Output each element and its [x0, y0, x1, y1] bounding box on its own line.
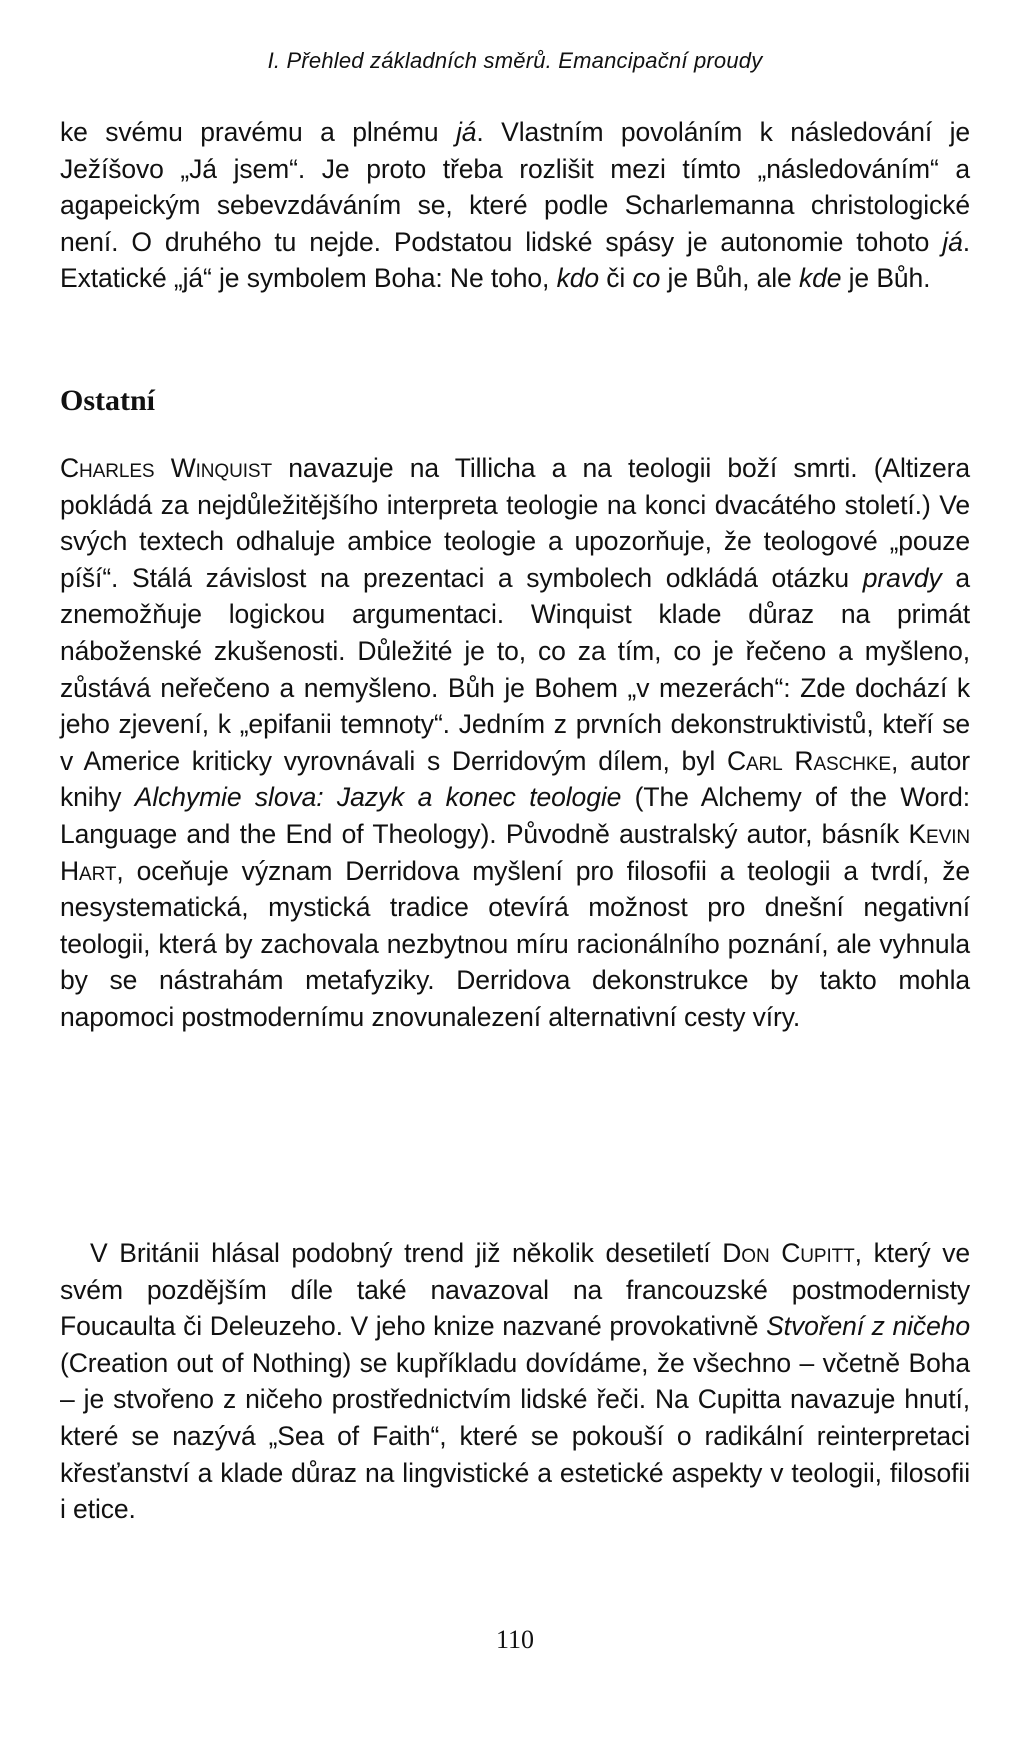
- text-run: je Bůh.: [841, 263, 931, 294]
- page-number: 110: [495, 1625, 535, 1654]
- book-title: Alchymie slova: Jazyk a konec teologie: [134, 782, 622, 813]
- emphasis: já: [455, 117, 477, 147]
- text-run: . Extatické „já“ je symbolem Boha: Ne toho,: [60, 226, 970, 294]
- paragraph-winquist: [60, 450, 970, 1036]
- emphasis: kde: [798, 263, 842, 294]
- text-run: a znemožňuje logickou argumentaci. Winquist klade důraz na primát náboženské zkušenosti. Důležité je to, co za tím, co je řečeno a myšleno, zůstává neřečeno a nemyšleno. Bůh je Bohem „v mezerách“: Zde dochází k jeho zjevení, k „epifanii temnoty“. Jedním z prvních dekonstruktivistů, kteří se v Americe kriticky vyrovnávali s Derridovým dílem, byl: [60, 562, 971, 776]
- author-name: Don Cupitt: [722, 1238, 855, 1268]
- emphasis: pravdy: [862, 562, 942, 593]
- text-run: , oceňuje význam Derridova myšlení pro filosofii a teologii a tvrdí, že nesystematická, mystická tradice otevírá možnost pro dnešní negativní teologii, která by zachovala nezbytnou míru racionálního poznání, ale vyhnula by se nástrahám metafyziky. Derridova dekonstrukce by takto mohla napomoci postmodernímu znovunalezení alternativní cesty víry.: [60, 855, 970, 1032]
- text-run: je Bůh, ale: [660, 263, 799, 294]
- author-name: Kevin Hart: [60, 818, 970, 886]
- book-title: Stvoření z ničeho: [766, 1311, 970, 1342]
- emphasis: kdo: [556, 263, 600, 294]
- section-heading: Ostatní: [60, 384, 156, 417]
- author-name: Carl Raschke: [726, 745, 892, 776]
- text-run: či: [599, 263, 633, 294]
- text-run: (Creation out of Nothing) se kupříkladu dovídáme, že všechno – včetně Boha – je stvořeno z ničeho prostřednictvím lidské řeči. Na Cupitta navazuje hnutí, které se nazývá „Sea of Faith“, které se pokouší o radikální reinterpretaci křesťanství a klade důraz na lingvistické a estetické aspekty v teologii, filosofii i etice.: [60, 1347, 970, 1525]
- paragraph-cupitt: [60, 1235, 970, 1528]
- running-head: I. Přehled základních směrů. Emancipační proudy: [267, 48, 763, 73]
- text-run: , který ve svém pozdějším díle také navazoval na francouzské postmodernisty Foucaulta či Deleuzeho. V jeho knize nazvané provokativně: [60, 1238, 970, 1342]
- paragraph-intro: [60, 114, 970, 297]
- text-run: navazuje na Tillicha a na teologii boží smrti. (Altizera pokládá za nejdůležitějšího interpreta teologie na konci dvacátého století.) Ve svých textech odhaluje ambice teologie a upozorňuje, že teologové „pouze píší“. Stálá závislost na prezentaci a symbolech odkládá otázku: [60, 453, 970, 593]
- text-run: (The Alchemy of the Word: Language and the End of Theology). Původně australský autor, básník: [60, 782, 970, 849]
- text-run: , autor knihy: [60, 745, 970, 813]
- text-run: V Británii hlásal podobný trend již několik desetiletí: [90, 1238, 723, 1268]
- emphasis: co: [632, 263, 661, 294]
- text-run: . Vlastním povoláním k následování je Ježíšovo „Já jsem“. Je proto třeba rozlišit mezi tímto „následováním“ a agapeickým sebevzdáváním se, které podle Scharlemanna christologické není. O druhého tu nejde. Podstatou lidské spásy je autonomie tohoto: [60, 117, 970, 257]
- text-run: ke svému pravému a plnému: [60, 117, 456, 147]
- emphasis: já: [942, 226, 963, 257]
- author-name: Charles Winquist: [60, 453, 272, 483]
